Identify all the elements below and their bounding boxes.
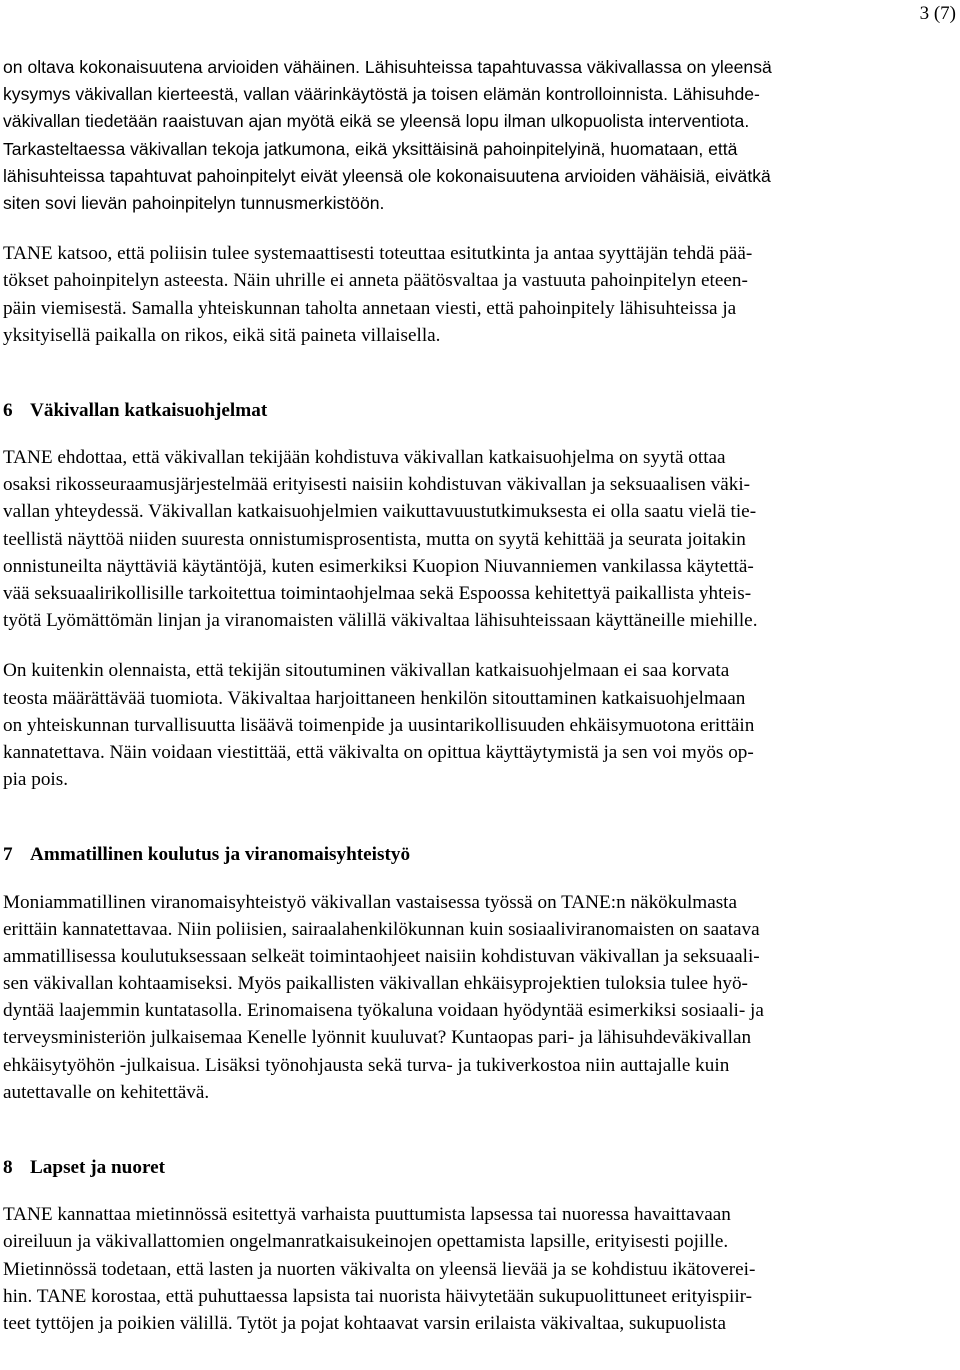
paragraph-lapset-ja-nuoret: [3, 1201, 933, 1337]
text-line: vallan yhteydessä. Väkivallan katkaisuohjelmien vaikuttavuustutkimuksesta ei olla saatu vielä tie-: [3, 501, 757, 523]
text-line: TANE katsoo, että poliisin tulee systemaattisesti toteuttaa esitutkinta ja antaa syyttäjän tehdä pää-: [3, 243, 753, 265]
section-heading-6: [3, 397, 933, 424]
text-line: Mietinnössä todetaan, että lasten ja nuorten väkivalta on yleensä lievää ja se kohdistuu ikätoverei-: [3, 1258, 756, 1280]
text-line: hin. TANE korostaa, että puhuttaessa lapsista tai nuorista häivytetään sukupuolittuneet erityispiir-: [3, 1285, 753, 1307]
text-line: terveysministeriön julkaisemaa Kenelle lyönnit kuuluvat? Kuntaopas pari- ja lähisuhdeväkivallan: [3, 1027, 752, 1049]
text-line: oireiluun ja väkivallattomien ongelmanratkaisukeinojen opettamista lapsille, erityisesti pojille.: [3, 1231, 729, 1253]
document-body: [3, 54, 933, 1337]
text-line: TANE ehdottaa, että väkivallan tekijään kohdistuva väkivallan katkaisuohjelma on syytä ottaa: [3, 447, 726, 469]
section-number: 6: [3, 399, 13, 421]
section-title: Ammatillinen koulutus ja viranomaisyhteistyö: [30, 844, 411, 866]
paragraph-viranomaisyhteistyo: [3, 889, 933, 1107]
text-line: teet tyttöjen ja poikien välillä. Tytöt ja pojat kohtaavat varsin erilaista väkivaltaa, sukupuolista: [3, 1312, 726, 1334]
paragraph-intro: [3, 54, 933, 217]
section-number: 7: [3, 844, 13, 866]
text-line: Moniammatillinen viranomaisyhteistyö väkivallan vastaisessa työssä on TANE:n näkökulmasta: [3, 891, 738, 913]
text-line: ehkäisytyöhön -julkaisua. Lisäksi työnohjausta sekä turva- ja tukiverkostoa niin auttajalle kuin: [3, 1054, 730, 1076]
text-line: työtä Lyömättömän linjan ja viranomaisten välillä väkivaltaa lähisuhteissaan käyttäneille miehille.: [3, 610, 758, 632]
paragraph-sitoutuminen: [3, 657, 933, 793]
section-title: Lapset ja nuoret: [30, 1157, 166, 1178]
text-line: TANE kannattaa mietinnössä esitettyä varhaista puuttumista lapsessa tai nuoressa havaittavaan: [3, 1204, 731, 1226]
text-line: lähisuhteissa tapahtuvat pahoinpitelyt eivät yleensä ole kokonaisuutena arvioiden vähäisiä, eivätkä: [3, 165, 771, 186]
page-number: 3 (7): [919, 3, 956, 24]
text-line: on yhteiskunnan turvallisuutta lisäävä toimenpide ja uusintarikollisuuden ehkäisymuotona erittäin: [3, 714, 755, 736]
text-line: teellistä näyttöä niiden suuresta onnistumisprosentista, mutta on syytä kehittää ja seurata joitakin: [3, 528, 746, 550]
section-number: 8: [3, 1157, 13, 1178]
text-line: tökset pahoinpitelyn asteesta. Näin uhrille ei anneta päätösvaltaa ja vastuuta pahoinpitelyn eteen-: [3, 270, 748, 292]
text-line: on oltava kokonaisuutena arvioiden vähäinen. Lähisuhteissa tapahtuvassa väkivallassa on yleensä: [3, 57, 772, 77]
text-line: yksityisellä paikalla on rikos, eikä sitä paineta villaisella.: [3, 324, 441, 346]
text-line: päin viemisestä. Samalla yhteiskunnan taholta annetaan viesti, että pahoinpitely lähisuhteissa ja: [3, 297, 737, 319]
section-heading-7: [3, 841, 933, 868]
text-line: väkivallan tiedetään raaistuvan ajan myötä eikä se yleensä lopu ilman ulkopuolista interventiota.: [3, 111, 750, 132]
text-line: erittäin kannatettavaa. Niin poliisien, sairaalahenkilökunnan kuin sosiaaliviranomaisten on saatava: [3, 918, 760, 940]
section-heading-8: [3, 1154, 933, 1181]
section-title: Väkivallan katkaisuohjelmat: [30, 399, 268, 421]
text-line: dyntää laajemmin kuntatasolla. Erinomaisena työkaluna voidaan hyödyntää esimerkiksi sosiaali- ja: [3, 1000, 764, 1022]
paragraph-tane-katsoo: [3, 240, 933, 349]
text-line: On kuitenkin olennaista, että tekijän sitoutuminen väkivallan katkaisuohjelmaan ei saa korvata: [3, 660, 730, 682]
text-line: ammatillisessa koulutuksessaan selkeät toimintaohjeet naisiin kohdistuvan väkivallan ja seksuaali-: [3, 945, 760, 967]
text-line: Tarkasteltaessa väkivallan tekoja jatkumona, eikä yksittäisinä pahoinpitelyinä, huomataan, että: [3, 138, 738, 159]
text-line: vää seksuaalirikollisille tarkoitettua toimintaohjelmaa sekä Espoossa kehitettyä paikallista yhteis-: [3, 583, 752, 604]
text-line: autettavalle on kehitettävä.: [3, 1081, 210, 1103]
text-line: kannatettava. Näin voidaan viestittää, että väkivalta on opittua käyttäytymistä ja sen voi myös op-: [3, 741, 754, 763]
text-line: pia pois.: [3, 769, 69, 791]
paragraph-katkaisuohjelma: [3, 444, 933, 634]
text-line: onnistuneilta näyttäviä käytäntöjä, kuten esimerkiksi Kuopion Niuvanniemen vankilassa käytettä-: [3, 555, 754, 577]
text-line: teosta määrättävää tuomiota. Väkivaltaa harjoittaneen henkilön sitouttaminen katkaisuohjelmaan: [3, 687, 746, 709]
text-line: osaksi rikosseuraamusjärjestelmää erityisesti naisiin kohdistuvan väkivallan ja seksuaalisen väki-: [3, 474, 751, 496]
text-line: siten sovi lievän pahoinpitelyn tunnusmerkistöön.: [3, 192, 385, 213]
text-line: kysymys väkivallan kierteestä, vallan väärinkäytöstä ja toisen elämän kontrolloinnista. Lähisuhde-: [3, 84, 760, 105]
text-line: sen väkivallan kohtaamiseksi. Myös paikallisten väkivallan ehkäisyprojektien tuloksia tulee hyö-: [3, 973, 748, 995]
